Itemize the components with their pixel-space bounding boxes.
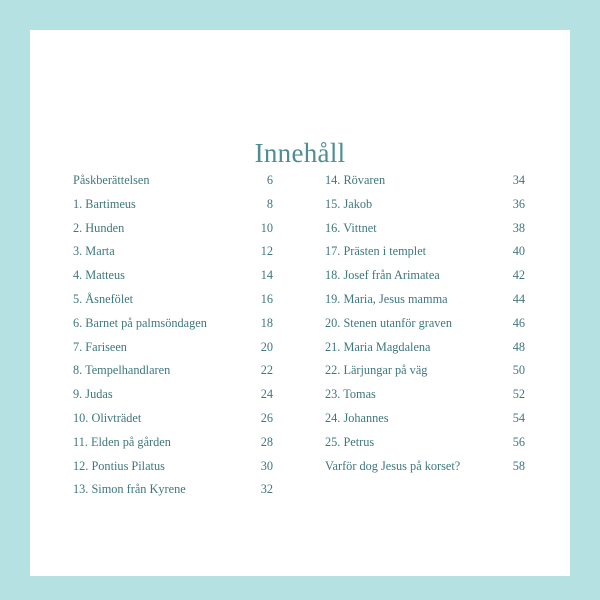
toc-entry[interactable]: [325, 387, 525, 411]
toc-entry[interactable]: [73, 435, 273, 459]
toc-entry-page: 20: [260, 339, 273, 354]
toc-entry-page: 50: [512, 363, 525, 378]
toc-entry-label: 13. Simon från Kyrene: [73, 482, 186, 497]
toc-entry-page: 36: [512, 196, 525, 211]
toc-entry-page: 24: [260, 387, 273, 402]
toc-entry-label: 23. Tomas: [325, 387, 376, 402]
toc-entry-label: 2. Hunden: [73, 220, 125, 235]
toc-entry-page: 38: [512, 220, 525, 235]
toc-entry[interactable]: [325, 459, 525, 483]
toc-entry-label: 18. Josef från Arimatea: [325, 268, 440, 283]
toc-entry-page: 46: [512, 315, 525, 330]
toc-entry-page: 26: [260, 410, 273, 425]
toc-entry[interactable]: [325, 173, 525, 197]
toc-entry-page: 44: [512, 291, 525, 306]
toc-entry-page: 22: [260, 363, 273, 378]
toc-entry-page: 48: [512, 339, 525, 354]
toc-entry[interactable]: [325, 411, 525, 435]
toc-entry-label: 17. Prästen i templet: [325, 244, 427, 259]
toc-entry[interactable]: [73, 363, 273, 387]
toc-entry-label: 16. Vittnet: [325, 220, 377, 235]
toc-entry[interactable]: [325, 197, 525, 221]
toc-entry-label: 6. Barnet på palmsöndagen: [73, 315, 207, 330]
toc-entry-label: 4. Matteus: [73, 268, 125, 283]
toc-right-column: [325, 173, 525, 482]
toc-entry-page: 12: [260, 244, 273, 259]
toc-entry-label: 12. Pontius Pilatus: [73, 458, 165, 473]
toc-entry-label: 8. Tempelhandlaren: [73, 363, 171, 378]
toc-entry-label: 24. Johannes: [325, 410, 389, 425]
toc-entry-page: 56: [512, 434, 525, 449]
toc-entry[interactable]: [325, 435, 525, 459]
toc-entry[interactable]: [73, 292, 273, 316]
toc-entry[interactable]: [325, 363, 525, 387]
toc-left-column: [73, 173, 273, 506]
toc-entry-page: 40: [512, 244, 525, 259]
toc-entry[interactable]: [73, 268, 273, 292]
toc-entry[interactable]: [325, 316, 525, 340]
toc-entry[interactable]: [73, 387, 273, 411]
toc-entry[interactable]: [73, 459, 273, 483]
toc-entry-label: 10. Olivträdet: [73, 410, 142, 425]
toc-entry-label: 14. Rövaren: [325, 173, 386, 187]
toc-entry-label: 7. Fariseen: [73, 339, 127, 354]
toc-entry[interactable]: [325, 244, 525, 268]
toc-entry[interactable]: [325, 268, 525, 292]
toc-entry-label: 22. Lärjungar på väg: [325, 363, 428, 378]
toc-entry-page: 28: [260, 434, 273, 449]
toc-entry-page: 18: [260, 315, 273, 330]
toc-entry-label: 19. Maria, Jesus mamma: [325, 291, 448, 306]
toc-entry-page: 32: [260, 482, 273, 497]
toc-entry-label: 25. Petrus: [325, 434, 375, 449]
toc-entry-label: 9. Judas: [73, 387, 113, 402]
toc-entry-label: Varför dog Jesus på korset?: [325, 458, 461, 473]
toc-entry[interactable]: [73, 411, 273, 435]
toc-entry-page: 34: [512, 173, 525, 187]
toc-entry-label: 11. Elden på gården: [73, 434, 171, 449]
toc-entry-label: 15. Jakob: [325, 196, 373, 211]
toc-entry-page: 52: [512, 387, 525, 402]
toc-entry-page: 6: [266, 173, 273, 187]
toc-entry-page: 14: [260, 268, 273, 283]
page-title: Innehåll: [254, 138, 346, 168]
toc-entry[interactable]: [73, 340, 273, 364]
toc-entry[interactable]: [73, 244, 273, 268]
toc-entry[interactable]: [73, 197, 273, 221]
toc-entry-page: 30: [260, 458, 273, 473]
toc-entry[interactable]: [325, 340, 525, 364]
toc-entry-label: 1. Bartimeus: [73, 196, 136, 211]
toc-entry-page: 58: [512, 458, 525, 473]
toc-entry-page: 42: [512, 268, 525, 283]
toc-entry-page: 10: [260, 220, 273, 235]
book-page: [30, 30, 570, 576]
toc-entry-label: 21. Maria Magdalena: [325, 339, 431, 354]
toc-entry[interactable]: [73, 316, 273, 340]
toc-entry-page: 8: [266, 196, 273, 211]
toc-entry-label: 5. Åsnefölet: [73, 291, 134, 306]
toc-entry[interactable]: [325, 221, 525, 245]
toc-entry-page: 16: [260, 291, 273, 306]
toc-entry-page: 54: [512, 410, 525, 425]
toc-entry-label: 20. Stenen utanför graven: [325, 315, 453, 330]
toc-entry-label: Påskberättelsen: [73, 173, 150, 187]
toc-entry-label: 3. Marta: [73, 244, 115, 259]
toc-entry[interactable]: [73, 482, 273, 506]
toc-entry[interactable]: [325, 292, 525, 316]
toc-entry[interactable]: [73, 173, 273, 197]
toc-entry[interactable]: [73, 221, 273, 245]
